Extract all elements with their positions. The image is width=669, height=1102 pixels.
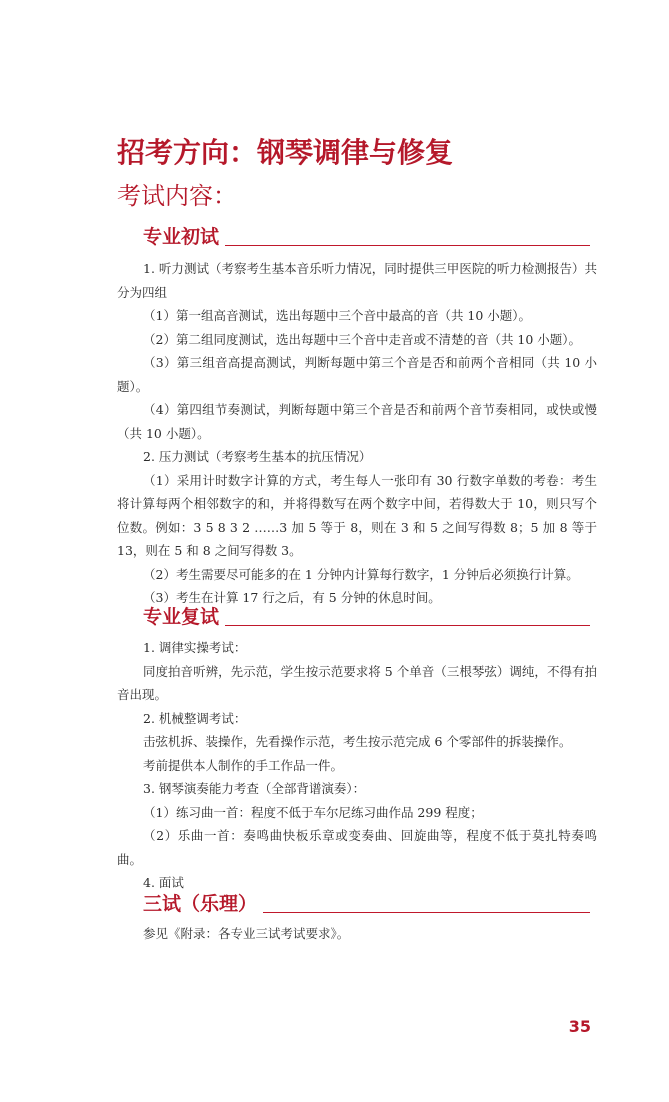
paragraph: 考前提供本人制作的手工作品一件。 (143, 757, 344, 773)
section-title: 专业复试 (143, 606, 220, 628)
section-title: 专业初试 (143, 226, 220, 248)
section-body-preliminary (117, 257, 597, 610)
page-number: 35 (568, 1017, 591, 1036)
paragraph: （1）采用计时数字计算的方式，考生每人一张印有 30 行数字单数的考卷：考生将计算每两个相邻数字的和，并将得数写在两个数字中间，若得数大于 10，则只写个位数。例如：3 5 8 3 2 ……3 加 5 等于 8，则在 3 和 5 之间写得数 8；5 加 8 等于 13，则在 5 和 8 之间写得数 3。 (117, 472, 597, 558)
section-body-third-test (117, 922, 597, 946)
paragraph: （1）第一组高音测试，选出每题中三个音中最高的音（共 10 小题）。 (143, 308, 532, 323)
paragraph: （2）乐曲一首：奏鸣曲快板乐章或变奏曲、回旋曲等，程度不低于莫扎特奏鸣曲。 (117, 828, 597, 867)
section-divider (225, 625, 590, 626)
paragraph: （3）第三组音高提高测试，判断每题中第三个音是否和前两个音相同（共 10 小题）。 (117, 355, 597, 394)
section-heading-retest (143, 603, 590, 629)
paragraph: 击弦机拆、装操作，先看操作示范，考生按示范完成 6 个零部件的拆装操作。 (143, 734, 572, 749)
section-heading-preliminary (143, 223, 590, 249)
paragraph: 1. 听力测试（考察考生基本音乐听力情况，同时提供三甲医院的听力检测报告）共分为四组 (117, 261, 597, 300)
paragraph: 1. 调律实操考试： (143, 640, 247, 655)
section-divider (225, 245, 590, 246)
paragraph: 同度拍音听辨，先示范，学生按示范要求将 5 个单音（三根琴弦）调纯，不得有拍音出现。 (117, 663, 597, 702)
paragraph: 4. 面试 (143, 875, 184, 890)
section-body-retest (117, 636, 597, 895)
paragraph: （4）第四组节奏测试，判断每题中第三个音是否和前两个音节奏相同，或快或慢（共 10 小题）。 (117, 402, 597, 441)
section-divider (263, 912, 590, 913)
section-title: 三试（乐理） (143, 893, 258, 915)
section-heading-third-test (143, 890, 590, 916)
paragraph: （1）练习曲一首：程度不低于车尔尼练习曲作品 299 程度； (143, 804, 483, 820)
paragraph: （2）考生需要尽可能多的在 1 分钟内计算每行数字，1 分钟后必须换行计算。 (143, 566, 579, 582)
paragraph: （2）第二组同度测试，选出每题中三个音中走音或不清楚的音（共 10 小题）。 (143, 331, 582, 347)
paragraph: 参见《附录：各专业三试考试要求》。 (143, 926, 350, 941)
page-subtitle: 考试内容： (117, 182, 237, 210)
paragraph: （3）考生在计算 17 行之后，有 5 分钟的休息时间。 (143, 590, 441, 605)
paragraph: 2. 压力测试（考察考生基本的抗压情况） (143, 449, 372, 464)
page-title: 招考方向：钢琴调律与修复 (117, 136, 454, 169)
paragraph: 3. 钢琴演奏能力考查（全部背谱演奏）： (143, 781, 366, 796)
paragraph: 2. 机械整调考试： (143, 710, 247, 726)
